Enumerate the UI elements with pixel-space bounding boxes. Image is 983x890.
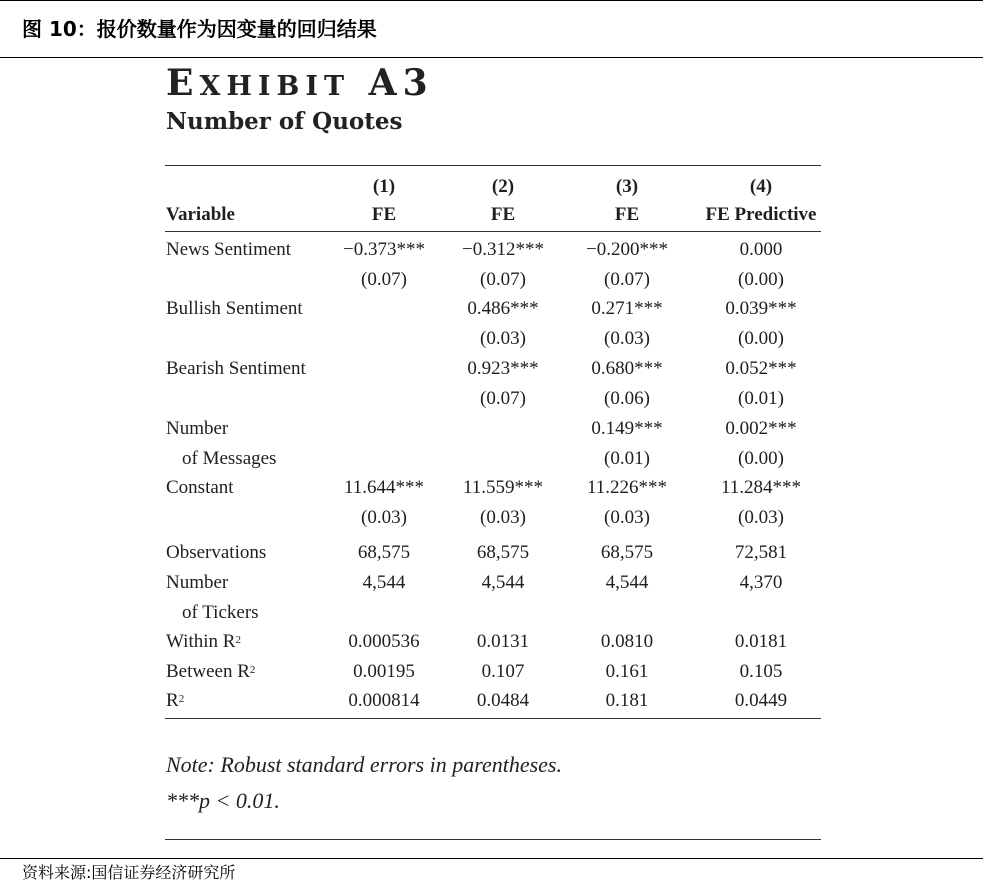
table-cell: −0.312*** [462,239,544,260]
note-robust-errors: Note: Robust standard errors in parentheses. [166,752,562,777]
table-cell: 11.644*** [343,477,425,498]
table-cell: 0.680*** [591,358,663,379]
table-cell: 4,544 [481,572,525,593]
column-label-1: FE [371,204,397,225]
table-cell: 11.226*** [586,477,668,498]
table-header-rule [165,231,821,232]
table-cell: 0.105 [739,661,783,682]
table-cell: 68,575 [600,542,654,563]
table-cell: 0.0449 [734,690,788,711]
table-cell: 0.002*** [725,418,797,439]
row-label-text: Constant [166,477,234,498]
superscript-two: 2 [249,664,256,676]
table-cell: 0.052*** [725,358,797,379]
row-label [166,239,291,261]
row-label [166,298,303,320]
table-cell: 0.00195 [353,661,415,682]
row-label [166,542,266,564]
table-bottom-rule [165,718,821,719]
table-cell: 0.923*** [467,358,539,379]
row-label-text: Bullish Sentiment [166,298,303,319]
superscript-two: 2 [235,634,241,646]
column-number-3: (3) [615,176,639,197]
table-cell: 68,575 [357,542,411,563]
column-number-2: (2) [491,176,515,197]
row-label [166,631,241,653]
table-cell: 68,575 [476,542,530,563]
table-cell: 0.271*** [591,298,663,319]
table-cell: 0.0484 [476,690,530,711]
row-label [166,572,228,594]
note-significance: ***p < 0.01. [166,788,280,813]
table-cell: (0.03) [604,328,650,349]
table-cell: (0.00) [738,269,784,290]
table-cell: (0.00) [738,448,784,469]
table-cell: 0.000536 [348,631,420,652]
row-label-text: News Sentiment [166,239,292,260]
table-cell: (0.07) [361,269,407,290]
table-cell: 0.000 [739,239,783,260]
row-label-text: Bearish Sentiment [166,358,306,379]
figure-title: 图 10：报价数量作为因变量的回归结果 [0,0,983,58]
variable-header: Variable [166,204,235,225]
row-label-text: of Messages [182,448,277,469]
table-cell: (0.07) [480,388,526,409]
table-cell: (0.03) [480,328,526,349]
table-cell: 0.181 [605,690,649,711]
table-cell: 0.0181 [734,631,788,652]
exhibit-word-rest: XHIBIT [199,71,351,102]
exhibit-first-letter: E [166,62,200,104]
table-cell: (0.03) [361,507,407,528]
table-cell: (0.01) [738,388,784,409]
column-label-2: FE [490,204,516,225]
table-cell: (0.07) [604,269,650,290]
notes-bottom-rule [165,839,821,840]
row-label [166,477,234,499]
table-top-rule [165,165,821,166]
exhibit-subtitle: Number of Quotes [166,108,403,135]
row-label-text: Number [166,418,229,439]
table-cell: 72,581 [734,542,788,563]
table-cell: (0.00) [738,328,784,349]
row-label [166,358,306,380]
row-label [166,661,255,683]
row-label-text: Within R [166,631,236,652]
column-label-3: FE [614,204,640,225]
table-cell: (0.07) [480,269,526,290]
column-number-4: (4) [749,176,773,197]
superscript-two: 2 [178,693,185,705]
table-cell: −0.373*** [343,239,425,260]
table-cell: (0.01) [604,448,650,469]
table-cell: 4,370 [739,572,783,593]
figure-source: 资料来源:国信证券经济研究所 [0,858,983,890]
table-cell: −0.200*** [586,239,668,260]
row-label-text: Observations [166,542,267,563]
row-label-text: Between R [166,661,250,682]
row-label-text: of Tickers [182,602,259,623]
table-cell: 11.284*** [720,477,802,498]
table-cell: (0.03) [604,507,650,528]
row-label [182,448,276,470]
table-cell: 0.0131 [476,631,530,652]
table-cell: 0.486*** [467,298,539,319]
table-cell: (0.03) [480,507,526,528]
table-cell: 0.161 [605,661,649,682]
table-cell: 4,544 [605,572,649,593]
column-number-1: (1) [372,176,396,197]
table-cell: 0.107 [481,661,525,682]
table-cell: 0.0810 [600,631,654,652]
exhibit-id: A3 [368,62,434,104]
table-cell: (0.06) [604,388,650,409]
table-cell: 0.149*** [591,418,663,439]
table-cell: 0.039*** [725,298,797,319]
exhibit-heading [166,62,434,104]
column-label-4: FE Predictive [705,204,817,225]
row-label [166,690,184,712]
table-cell: (0.03) [738,507,784,528]
table-cell: 11.559*** [462,477,544,498]
row-label-text: R [166,690,179,711]
table-cell: 0.000814 [348,690,420,711]
table-cell: 4,544 [362,572,406,593]
row-label-text: Number [166,572,229,593]
row-label [182,602,259,624]
row-label [166,418,228,440]
